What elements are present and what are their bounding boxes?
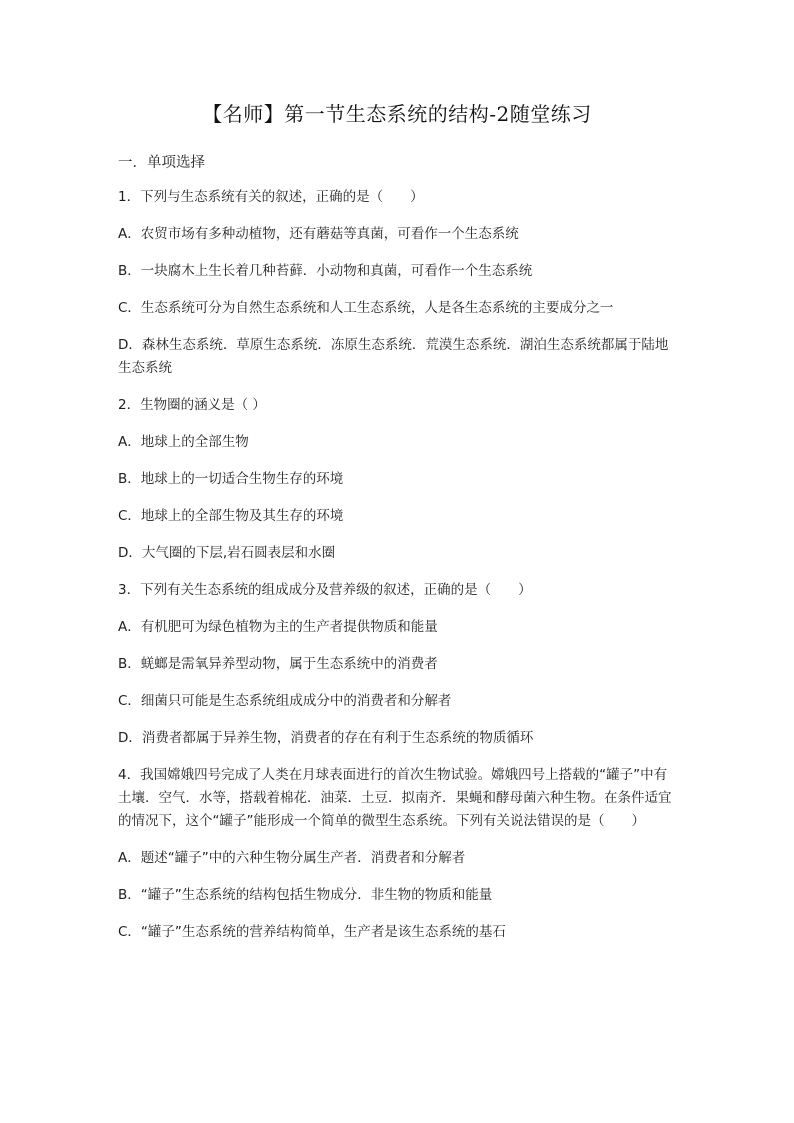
- option-a: A．有机肥可为绿色植物为主的生产者提供物质和能量: [118, 619, 438, 635]
- option-b: B．一块腐木上生长着几种苔藓．小动物和真菌，可看作一个生态系统: [118, 263, 533, 279]
- option-c: C．生态系统可分为自然生态系统和人工生态系统，人是各生态系统的主要成分之一: [118, 300, 614, 316]
- question-stem: 1．下列与生态系统有关的叙述，正确的是（ ）: [118, 189, 424, 205]
- question-3: [118, 579, 676, 750]
- option-d: D．大气圈的下层,岩石圆表层和水圈: [118, 545, 336, 561]
- document-title: 【名师】第一节生态系统的结构-2随堂练习: [202, 102, 592, 126]
- question-4: [118, 764, 676, 944]
- option-c: C．地球上的全部生物及其生存的环境: [118, 508, 344, 524]
- option-b: B．地球上的一切适合生物生存的环境: [118, 471, 344, 487]
- option-c: C．细菌只可能是生态系统组成成分中的消费者和分解者: [118, 693, 452, 709]
- section-heading: 一．单项选择: [118, 155, 205, 171]
- question-1: [118, 186, 676, 380]
- option-a: A．农贸市场有多种动植物，还有蘑菇等真菌，可看作一个生态系统: [118, 226, 519, 242]
- option-c: C．“罐子”生态系统的营养结构简单，生产者是该生态系统的基石: [118, 924, 506, 940]
- option-d: D．消费者都属于异养生物，消费者的存在有利于生态系统的物质循环: [118, 730, 534, 746]
- question-stem: 4．我国嫦娥四号完成了人类在月球表面进行的首次生物试验。嫦娥四号上搭载的“罐子”中有土壤．空气．水等，搭载着棉花．油菜．土豆．拟南齐．果蝇和酵母菌六种生物。在条件适宜的情况下，这个“罐子”能形成一个简单的微型生态系统。下列有关说法错误的是（ ）: [118, 767, 672, 829]
- option-a: A．题述“罐子”中的六种生物分属生产者．消费者和分解者: [118, 850, 466, 866]
- option-d: D．森林生态系统．草原生态系统．冻原生态系统．荒漠生态系统．湖泊生态系统都属于陆地生态系统: [118, 337, 669, 376]
- option-b: B．蜣螂是需氧异养型动物，属于生态系统中的消费者: [118, 656, 438, 672]
- question-list: [118, 186, 676, 944]
- question-2: [118, 394, 676, 565]
- option-b: B．“罐子”生态系统的结构包括生物成分．非生物的物质和能量: [118, 887, 493, 903]
- question-stem: 3．下列有关生态系统的组成成分及营养级的叙述，正确的是（ ）: [118, 582, 532, 598]
- option-a: A．地球上的全部生物: [118, 434, 249, 450]
- question-stem: 2．生物圈的涵义是（ ）: [118, 397, 266, 413]
